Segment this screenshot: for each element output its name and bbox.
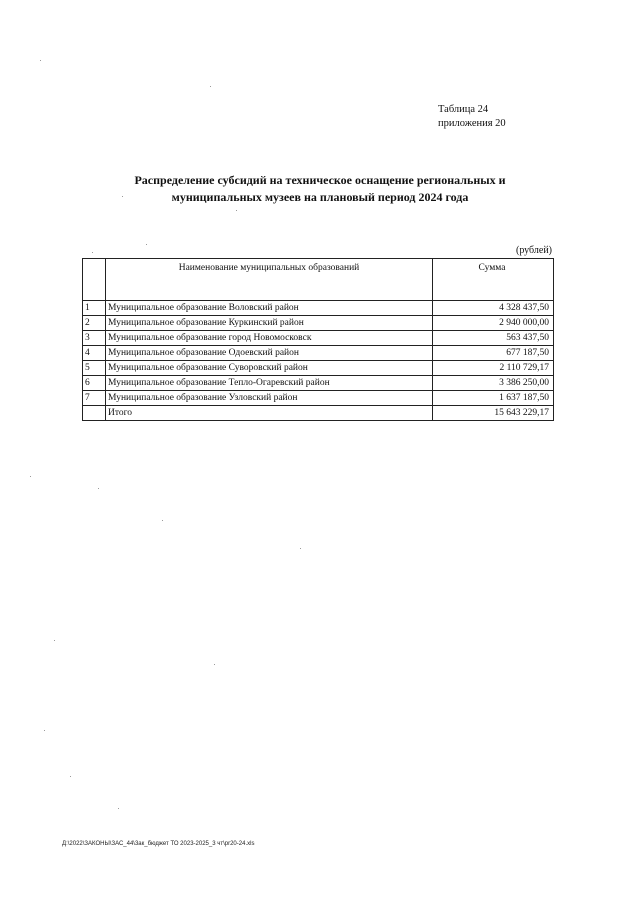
row-sum: 2 110 729,17 [433, 361, 554, 376]
total-label: Итого [106, 406, 433, 421]
subsidy-table [82, 258, 554, 421]
row-number: 6 [83, 376, 106, 391]
row-sum: 563 437,50 [433, 331, 554, 346]
table-header-row [83, 259, 554, 301]
total-sum: 15 643 229,17 [433, 406, 554, 421]
file-path-footer: Д:\2022\ЗАКОНЫ\ЗАС_44\3ак_бюджет ТО 2023-2025_3 чт\pr20-24.xls [62, 841, 255, 847]
header-name: Наименование муниципальных образований [106, 259, 433, 301]
table-row [83, 316, 554, 331]
row-number: 1 [83, 301, 106, 316]
row-name: Муниципальное образование Тепло-Огаревский район [106, 376, 433, 391]
reference-table-number: Таблица 24 [438, 104, 489, 115]
table-reference [438, 103, 506, 131]
row-number: 4 [83, 346, 106, 361]
table-row [83, 391, 554, 406]
table-row [83, 361, 554, 376]
reference-appendix: приложения 20 [438, 118, 506, 129]
row-name: Муниципальное образование Куркинский район [106, 316, 433, 331]
total-number [83, 406, 106, 421]
document-title [100, 172, 540, 206]
units-label: (рублей) [515, 245, 552, 256]
row-sum: 3 386 250,00 [433, 376, 554, 391]
row-name: Муниципальное образование Одоевский район [106, 346, 433, 361]
row-number: 7 [83, 391, 106, 406]
row-name: Муниципальное образование Суворовский район [106, 361, 433, 376]
row-name: Муниципальное образование Воловский район [106, 301, 433, 316]
table-row [83, 301, 554, 316]
table-row [83, 331, 554, 346]
row-sum: 677 187,50 [433, 346, 554, 361]
table-row [83, 376, 554, 391]
table-row [83, 346, 554, 361]
row-sum: 1 637 187,50 [433, 391, 554, 406]
row-name: Муниципальное образование Узловский район [106, 391, 433, 406]
row-number: 2 [83, 316, 106, 331]
header-sum: Сумма [433, 259, 554, 301]
title-line-1: Распределение субсидий на техническое оснащение региональных и [134, 173, 506, 187]
header-number [83, 259, 106, 301]
row-sum: 4 328 437,50 [433, 301, 554, 316]
title-line-2: муниципальных музеев на плановый период 2024 года [171, 190, 469, 204]
row-sum: 2 940 000,00 [433, 316, 554, 331]
row-number: 5 [83, 361, 106, 376]
row-name: Муниципальное образование город Новомосковск [106, 331, 433, 346]
row-number: 3 [83, 331, 106, 346]
table-total-row [83, 406, 554, 421]
